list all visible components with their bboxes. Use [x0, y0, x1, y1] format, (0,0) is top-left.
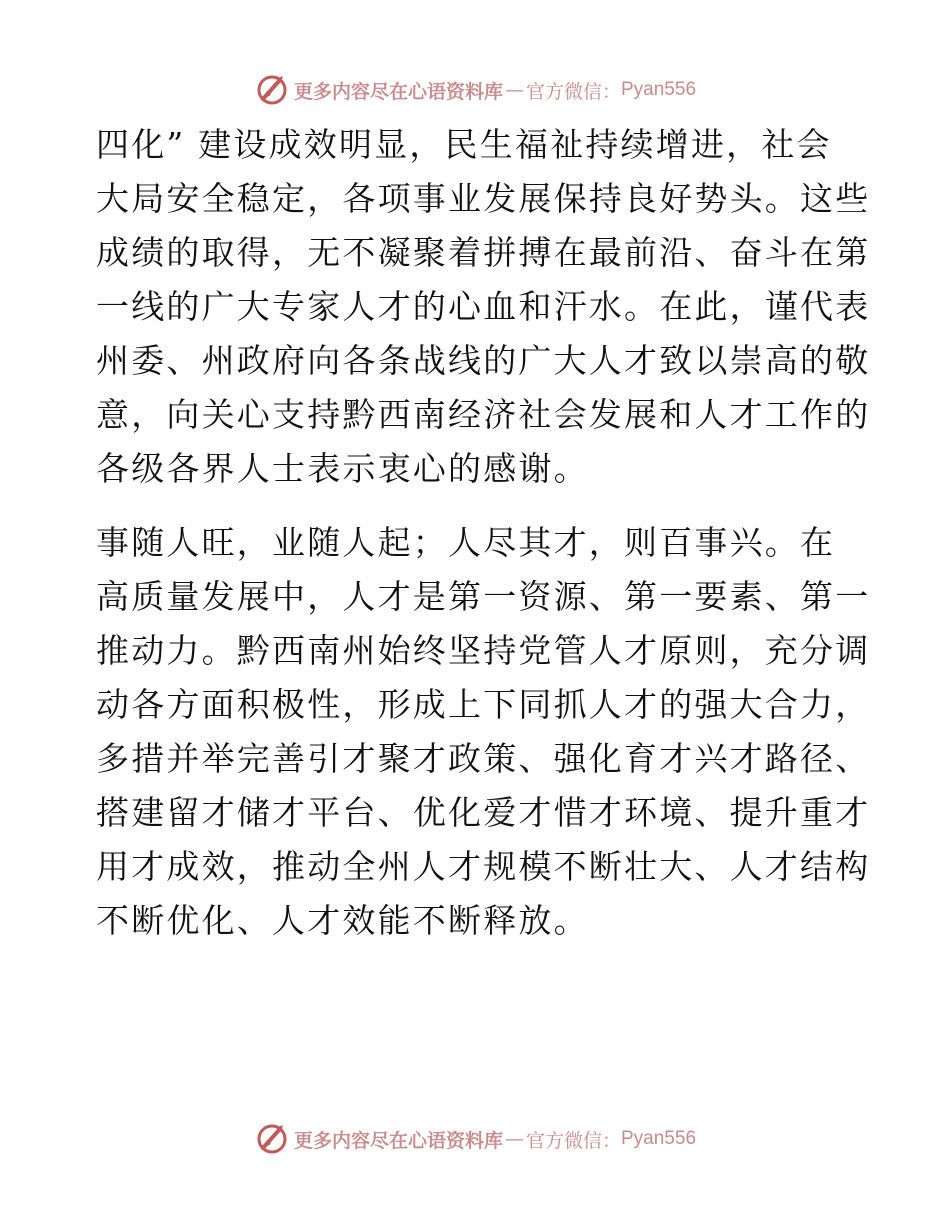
paragraph-spacer — [96, 496, 856, 516]
text-line: 各级各界人士表示衷心的感谢。 — [96, 449, 589, 488]
text-line: 州委、州政府向各条战线的广大人才致以崇高的敬 — [96, 341, 871, 380]
banner-title: 更多内容尽在心语资料库 — [293, 1129, 503, 1152]
banner-wechat-id: Pyan556 — [621, 79, 697, 100]
paragraph-1 — [96, 118, 871, 496]
banner-wechat-id: Pyan556 — [621, 1128, 697, 1149]
text-line: 不断优化、人才效能不断释放。 — [96, 901, 589, 940]
text-line: 成绩的取得，无不凝聚着拼搏在最前沿、奋斗在第 — [96, 233, 871, 272]
text-line: 搭建留才储才平台、优化爱才惜才环境、提升重才 — [96, 793, 871, 832]
document-body — [96, 118, 871, 948]
banner-title: 更多内容尽在心语资料库 — [293, 80, 503, 103]
text-line: 动各方面积极性，形成上下同抓人才的强大合力， — [96, 685, 871, 724]
banner-dash: — — [504, 1128, 524, 1150]
text-line: 一线的广大专家人才的心血和汗水。在此，谨代表 — [96, 287, 871, 326]
banner-dash: — — [504, 79, 524, 101]
text-line: 四化” 建设成效明显，民生福祉持续增进，社会 — [96, 125, 832, 164]
text-line: 多措并举完善引才聚才政策、强化育才兴才路径、 — [96, 739, 871, 778]
text-line: 大局安全稳定，各项事业发展保持良好势头。这些 — [96, 179, 871, 218]
banner-wechat-label: 官方微信： — [525, 80, 621, 103]
header-banner — [0, 70, 950, 110]
footer-banner — [0, 1119, 950, 1159]
logo-icon — [254, 72, 290, 108]
text-line: 事随人旺，业随人起；人尽其才，则百事兴。在 — [96, 523, 836, 562]
logo-icon — [254, 1121, 290, 1157]
text-line: 用才成效，推动全州人才规模不断壮大、人才结构 — [96, 847, 871, 886]
banner-wechat-label: 官方微信： — [525, 1129, 621, 1152]
text-line: 高质量发展中，人才是第一资源、第一要素、第一 — [96, 577, 871, 616]
text-line: 推动力。黔西南州始终坚持党管人才原则，充分调 — [96, 631, 871, 670]
text-line: 意，向关心支持黔西南经济社会发展和人才工作的 — [96, 395, 871, 434]
paragraph-2 — [96, 516, 871, 948]
